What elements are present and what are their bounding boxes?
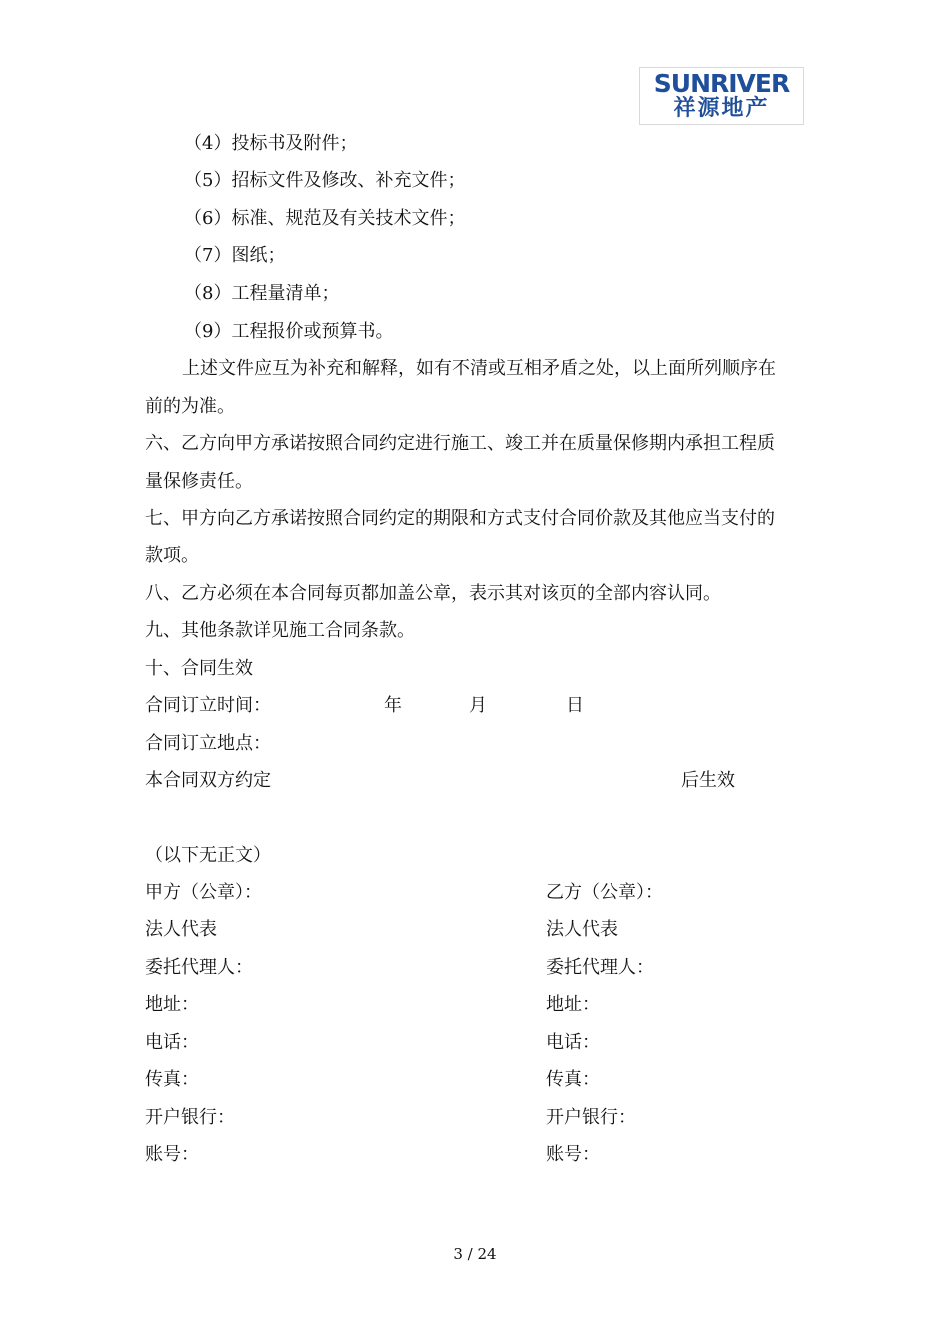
logo-text-en: SUNRIVER <box>653 69 790 98</box>
party-b-field: 法人代表 <box>546 919 618 940</box>
party-a-field: 法人代表 <box>145 919 217 940</box>
list-item: （4）投标书及附件； <box>184 133 358 154</box>
party-a-field: 电话： <box>145 1032 199 1053</box>
effective-left: 本合同双方约定 <box>145 770 271 791</box>
effective-right: 后生效 <box>681 770 735 791</box>
party-a-field: 甲方（公章）： <box>145 882 262 903</box>
party-b-field: 地址： <box>546 994 600 1015</box>
party-a-field: 开户银行： <box>145 1107 235 1128</box>
party-a-field: 传真： <box>145 1069 199 1090</box>
party-b-field: 开户银行： <box>546 1107 636 1128</box>
list-item: （5）招标文件及修改、补充文件； <box>184 170 466 191</box>
company-logo <box>639 67 804 125</box>
clause-7-line: 七、甲方向乙方承诺按照合同约定的期限和方式支付合同价款及其他应当支付的 <box>145 508 775 529</box>
sign-time-year: 年 <box>384 695 402 716</box>
party-b-field: 乙方（公章）： <box>546 882 663 903</box>
logo-text-cn: 祥源地产 <box>673 96 770 121</box>
party-b-field: 传真： <box>546 1069 600 1090</box>
list-item: （7）图纸； <box>184 245 286 266</box>
party-b-field: 委托代理人： <box>546 957 654 978</box>
clause-10: 十、合同生效 <box>145 658 253 679</box>
party-a-field: 账号： <box>145 1144 199 1165</box>
sign-time-label: 合同订立时间： <box>145 695 271 716</box>
party-a-field: 地址： <box>145 994 199 1015</box>
sign-time-day: 日 <box>566 695 584 716</box>
list-item: （9）工程报价或预算书。 <box>184 321 394 342</box>
clause-8: 八、乙方必须在本合同每页都加盖公章，表示其对该页的全部内容认同。 <box>145 583 721 604</box>
priority-paragraph-line: 前的为准。 <box>145 396 235 417</box>
party-b-field: 账号： <box>546 1144 600 1165</box>
clause-9: 九、其他条款详见施工合同条款。 <box>145 620 415 641</box>
party-b-field: 电话： <box>546 1032 600 1053</box>
party-a-field: 委托代理人： <box>145 957 253 978</box>
list-item: （8）工程量清单； <box>184 283 340 304</box>
priority-paragraph-line: 上述文件应互为补充和解释，如有不清或互相矛盾之处，以上面所列顺序在 <box>182 358 776 379</box>
page-number: 3 / 24 <box>453 1245 497 1263</box>
list-item: （6）标准、规范及有关技术文件； <box>184 208 466 229</box>
clause-7-line: 款项。 <box>145 545 199 566</box>
sign-place-label: 合同订立地点： <box>145 733 271 754</box>
clause-6-line: 量保修责任。 <box>145 471 253 492</box>
no-text-note: （以下无正文） <box>145 845 271 866</box>
sign-time-month: 月 <box>469 695 487 716</box>
clause-6-line: 六、乙方向甲方承诺按照合同约定进行施工、竣工并在质量保修期内承担工程质 <box>145 433 775 454</box>
